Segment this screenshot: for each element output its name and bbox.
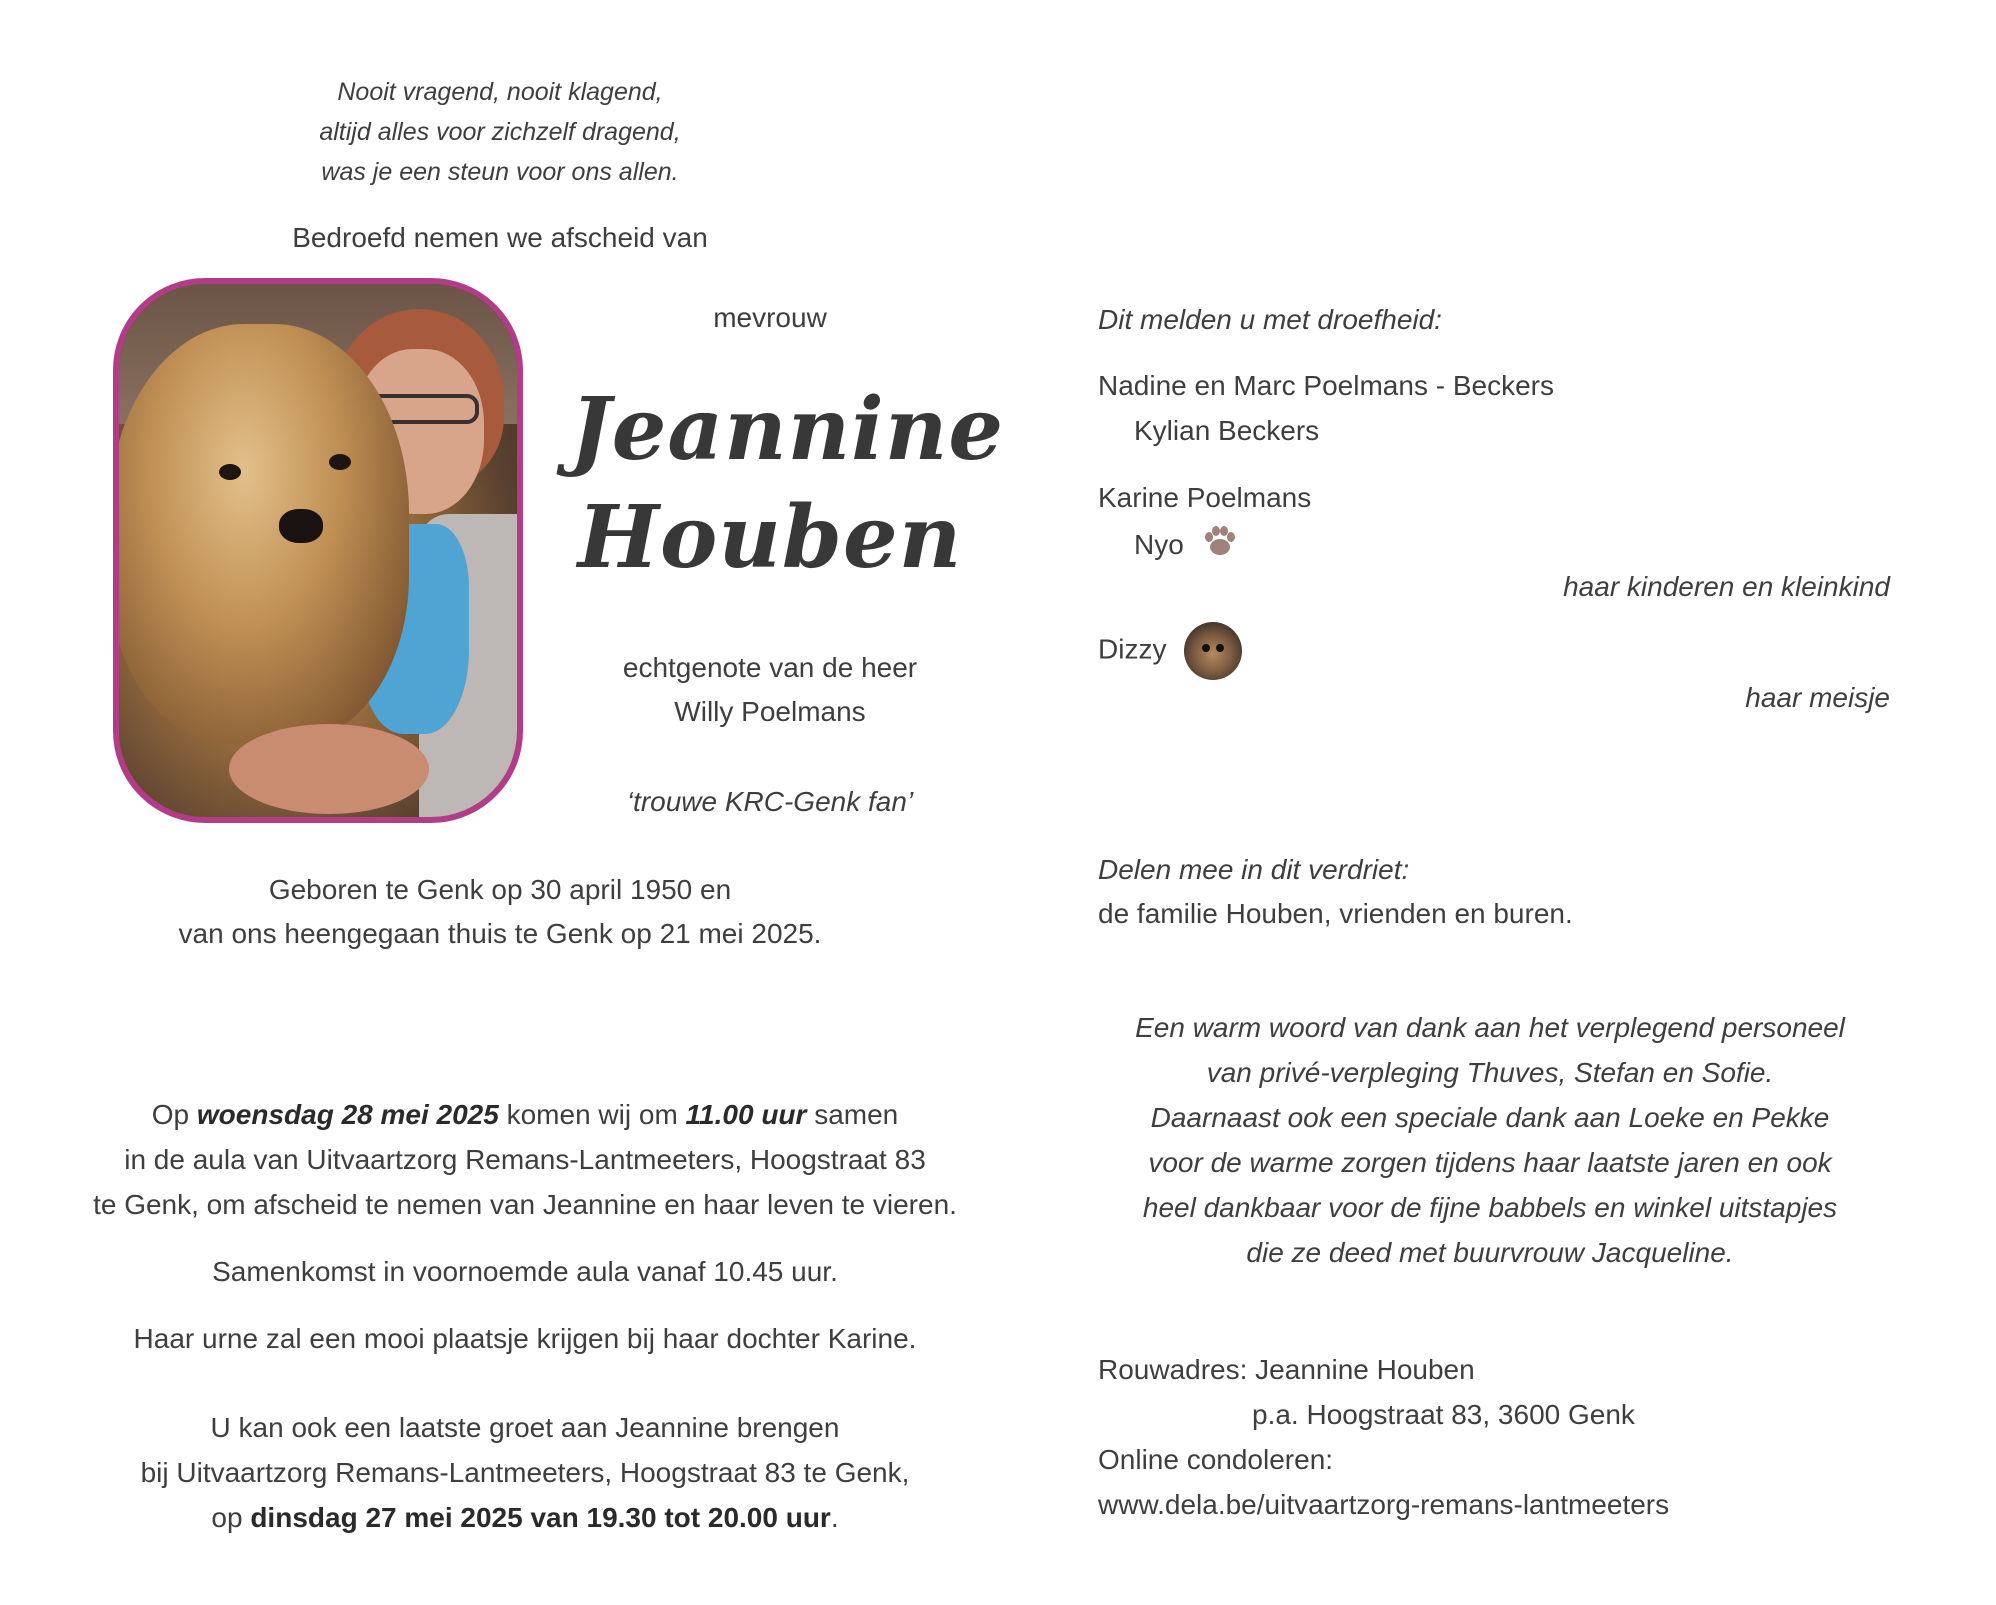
intro-text: Bedroefd nemen we afscheid van [292, 222, 708, 253]
thanks-line: Een warm woord van dank aan het verplegend personeel [1135, 1012, 1845, 1043]
fan-quote: ‘trouwe KRC-Genk fan’ [626, 786, 914, 817]
announce-heading: Dit melden u met droefheid: [1098, 304, 1442, 335]
dog-photo-icon [1184, 622, 1242, 680]
online-label: Online condoleren: [1098, 1444, 1334, 1475]
ceremony-mid: komen wij om [498, 1099, 686, 1130]
visit-line-3 [60, 1496, 990, 1540]
visit-dot: . [830, 1502, 839, 1533]
share-heading: Delen mee in dit verdriet: [1098, 854, 1410, 885]
thanks-block [1050, 1006, 1930, 1276]
thanks-line: heel dankbaar voor de fijne babbels en winkel uitstapjes [1142, 1192, 1838, 1223]
thanks-line: voor de warme zorgen tijdens haar laatste jaren en ook [1148, 1147, 1832, 1178]
family-grandchild: Kylian Beckers [1134, 415, 1320, 446]
spouse-line-2: Willy Poelmans [674, 696, 866, 727]
ceremony-op: Op [151, 1099, 197, 1130]
thanks-line: die ze deed met buurvrouw Jacqueline. [1246, 1237, 1734, 1268]
portrait-photo [113, 278, 523, 823]
family-pet-1: Nyo [1134, 528, 1184, 560]
gathering-text: Samenkomst in voornoemde aula vanaf 10.45 uur. [212, 1256, 838, 1287]
dog-caption: haar meisje [1745, 682, 1890, 713]
poem-line: altijd alles voor zichzelf dragend, [319, 118, 681, 146]
family-dog-name: Dizzy [1098, 633, 1167, 665]
ceremony-date: woensdag 28 mei 2025 [196, 1099, 499, 1130]
born-line: Geboren te Genk op 30 april 1950 en [268, 874, 732, 905]
share-text: de familie Houben, vrienden en buren. [1098, 898, 1573, 929]
address-label: Rouwadres: Jeannine Houben [1098, 1354, 1475, 1385]
family-child-2: Karine Poelmans [1098, 482, 1312, 513]
thanks-line: Daarnaast ook een speciale dank aan Loeke en Pekke [1150, 1102, 1830, 1133]
online-url-link[interactable]: www.dela.be/uitvaartzorg-remans-lantmeeters [1098, 1489, 1670, 1520]
kids-caption: haar kinderen en kleinkind [1563, 571, 1890, 602]
thanks-line: van privé-verpleging Thuves, Stefan en Sofie. [1206, 1057, 1774, 1088]
visit-line-1: U kan ook een laatste groet aan Jeannine brengen [210, 1412, 840, 1443]
poem-line: Nooit vragend, nooit klagend, [337, 78, 663, 106]
visit-op: op [211, 1502, 251, 1533]
poem-line: was je een steun voor ons allen. [321, 158, 679, 186]
family-child-1: Nadine en Marc Poelmans - Beckers [1098, 370, 1554, 401]
urn-text: Haar urne zal een mooi plaatsje krijgen bij haar dochter Karine. [133, 1323, 917, 1354]
ceremony-time: 11.00 uur [685, 1099, 807, 1130]
last-name: Houben [577, 487, 963, 588]
title-prefix: mevrouw [713, 302, 827, 333]
visit-when: dinsdag 27 mei 2025 van 19.30 tot 20.00 uur [250, 1502, 831, 1533]
ceremony-line-3: te Genk, om afscheid te nemen van Jeannine en haar leven te vieren. [93, 1189, 957, 1220]
visit-line-2: bij Uitvaartzorg Remans-Lantmeeters, Hoogstraat 83 te Genk, [140, 1457, 910, 1488]
first-name: Jeannine [570, 379, 1005, 480]
family-dog-row [1098, 622, 1242, 680]
address-line: p.a. Hoogstraat 83, 3600 Genk [1252, 1399, 1635, 1430]
ceremony-end: samen [806, 1099, 899, 1130]
ceremony-line-2: in de aula van Uitvaartzorg Remans-Lantmeeters, Hoogstraat 83 [124, 1144, 926, 1175]
family-pet-row [1134, 520, 1240, 573]
spouse-line-1: echtgenote van de heer [622, 652, 918, 683]
paw-icon [1200, 520, 1240, 573]
died-line: van ons heengegaan thuis te Genk op 21 mei 2025. [178, 918, 822, 949]
ceremony-line-1 [60, 1093, 990, 1137]
poem [200, 72, 800, 192]
